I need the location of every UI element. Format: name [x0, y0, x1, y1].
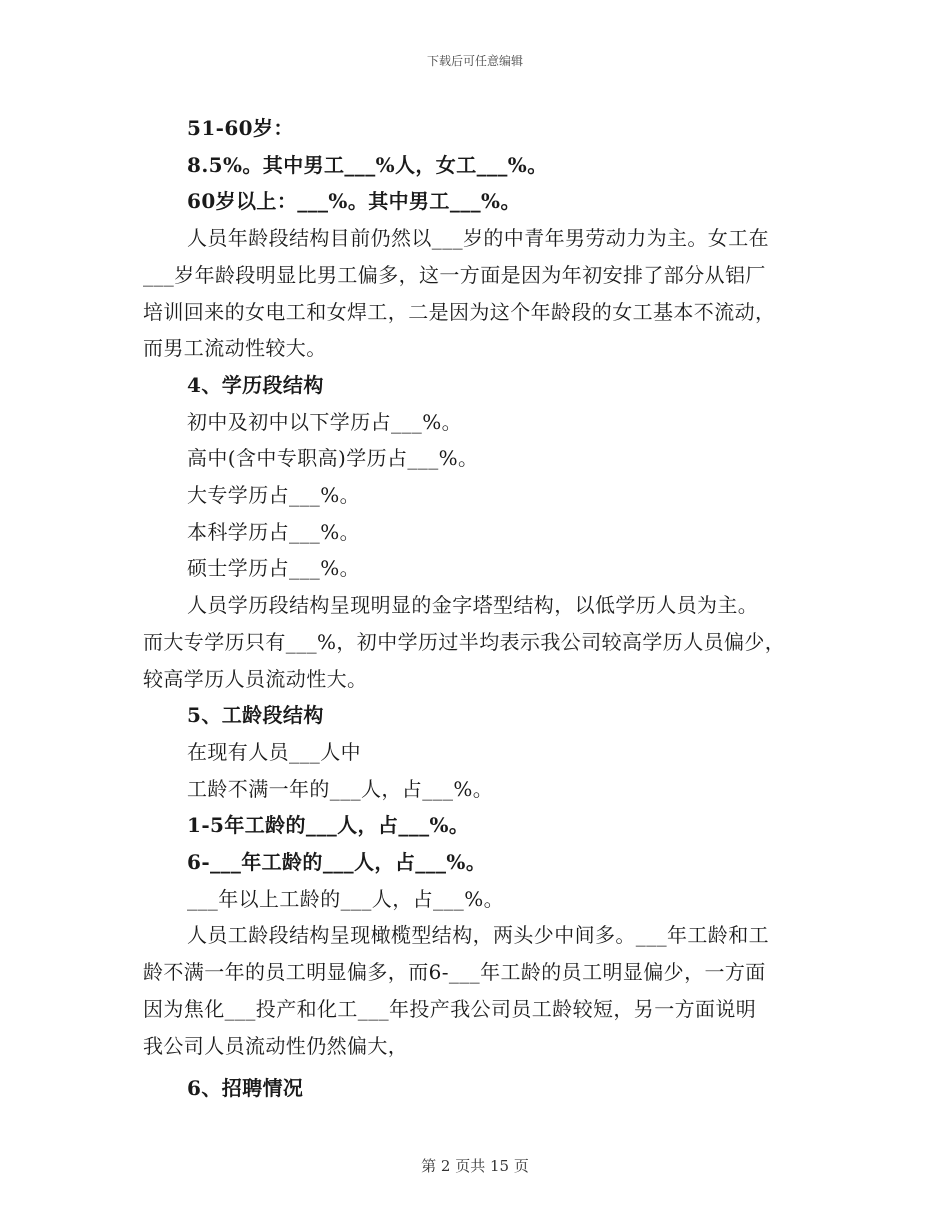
list-item: 6-___年工龄的___人，占___%。	[187, 850, 487, 875]
paragraph-line: 而大专学历只有___%，初中学历过半均表示我公司较高学历人员偏少，	[143, 629, 786, 654]
paragraph-line: 而男工流动性较大。	[143, 336, 327, 361]
paragraph-line: 人员年龄段结构目前仍然以___岁的中青年男劳动力为主。女工在	[187, 226, 769, 251]
age-51-60-detail: 8.5%。其中男工___%人，女工___%。	[187, 152, 548, 177]
list-item: 初中及初中以下学历占___%。	[187, 409, 463, 434]
section-heading-education: 4、学历段结构	[187, 372, 324, 397]
list-item: 大专学历占___%。	[187, 483, 361, 508]
paragraph-line: 培训回来的女电工和女焊工，二是因为这个年龄段的女工基本不流动，	[143, 299, 776, 324]
paragraph-line: 人员学历段结构呈现明显的金字塔型结构，以低学历人员为主。	[187, 593, 759, 618]
paragraph-line: 因为焦化___投产和化工___年投产我公司员工龄较短，另一方面说明	[143, 996, 757, 1021]
list-item: 在现有人员___人中	[187, 739, 361, 764]
section-heading-recruitment: 6、招聘情况	[187, 1076, 304, 1101]
section-heading-seniority: 5、工龄段结构	[187, 703, 324, 728]
list-item: 硕士学历占___%。	[187, 556, 361, 581]
page-header: 下载后可任意编辑	[426, 54, 523, 68]
list-item: 工龄不满一年的___人，占___%。	[187, 776, 494, 801]
list-item: 1-5年工龄的___人，占___%。	[187, 813, 470, 838]
age-51-60-heading: 51-60岁：	[187, 116, 294, 140]
age-60-plus-detail: 60岁以上：___%。其中男工___%。	[187, 189, 521, 214]
paragraph-line: 人员工龄段结构呈现橄榄型结构，两头少中间多。___年工龄和工	[187, 923, 769, 948]
paragraph-line: ___岁年龄段明显比男工偏多，这一方面是因为年初安排了部分从铝厂	[143, 262, 766, 287]
page-footer: 第 2 页共 15 页	[421, 1157, 529, 1175]
list-item: 本科学历占___%。	[187, 519, 361, 544]
paragraph-line: 龄不满一年的员工明显偏多，而6-___年工龄的员工明显偏少，一方面	[143, 960, 766, 985]
document-body	[143, 110, 813, 1107]
paragraph-line: 我公司人员流动性仍然偏大，	[143, 1033, 409, 1058]
list-item: ___年以上工龄的___人，占___%。	[187, 886, 505, 911]
list-item: 高中(含中专职高)学历占___%。	[187, 446, 479, 471]
paragraph-line: 较高学历人员流动性大。	[143, 666, 368, 691]
